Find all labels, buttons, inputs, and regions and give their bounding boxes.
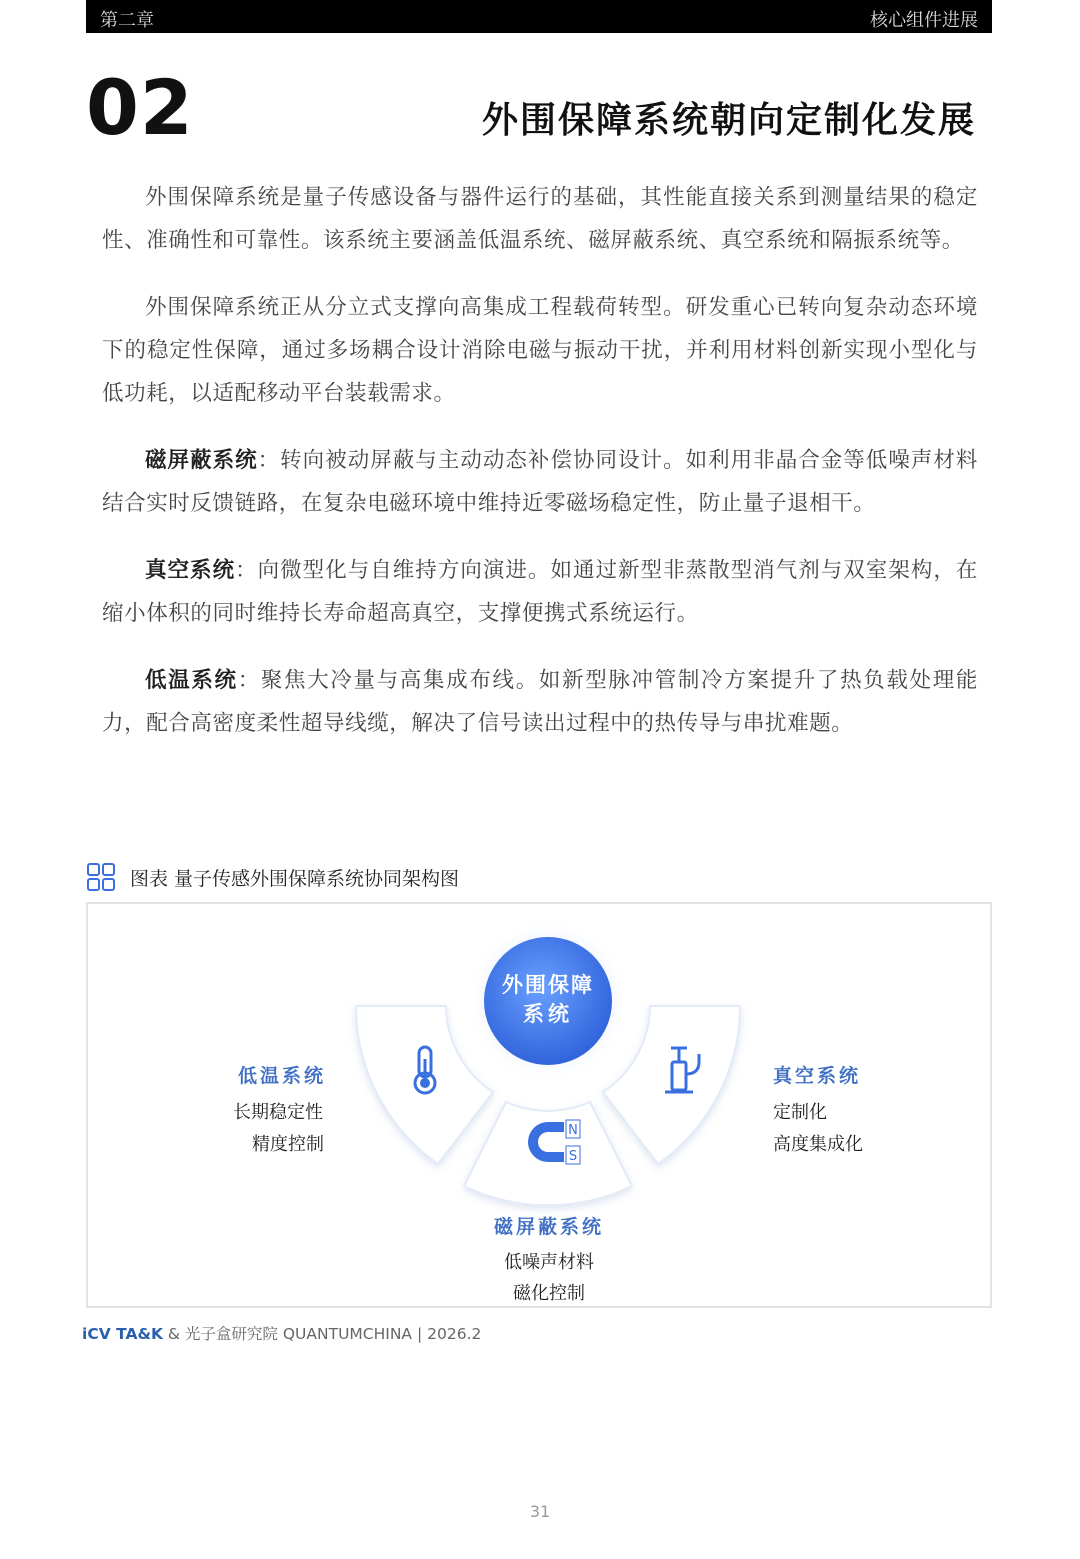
right-title: 真空系统 (773, 1065, 862, 1087)
paragraph-text: ：向微型化与自维持方向演进。如通过新型非蒸散型消气剂与双室架构，在缩小体积的同时维持长寿命超高真空，支撑便携式系统运行。 (102, 558, 978, 626)
figure-caption (86, 860, 459, 894)
architecture-diagram (86, 902, 992, 1308)
right-line2: 高度集成化 (773, 1134, 863, 1155)
paragraph-lead: 低温系统 (145, 668, 238, 693)
figure-caption-text: 图表 量子传感外围保障系统协同架构图 (130, 867, 460, 890)
bottom-title: 磁屏蔽系统 (493, 1216, 605, 1238)
chapter-number: 02 (86, 63, 194, 152)
chapter-label: 第二章 (100, 10, 154, 31)
header-bar (86, 0, 992, 33)
bottom-line1: 低噪声材料 (504, 1252, 594, 1273)
page-number: 31 (529, 1502, 551, 1521)
grid-icon (86, 862, 116, 892)
center-label-line2: 系统 (523, 1002, 573, 1026)
paragraph (102, 549, 978, 635)
section-label: 核心组件进展 (870, 10, 978, 31)
paragraph (102, 439, 978, 525)
left-line2: 精度控制 (252, 1134, 324, 1155)
paragraph-lead: 真空系统 (145, 558, 236, 583)
paragraph (102, 176, 978, 262)
footer (82, 1322, 481, 1344)
paragraph (102, 286, 978, 415)
body-text (102, 176, 978, 769)
left-line1: 长期稳定性 (233, 1102, 323, 1123)
page-title: 外围保障系统朝向定制化发展 (481, 100, 976, 141)
paragraph-text: 外围保障系统正从分立式支撑向高集成工程载荷转型。研发重心已转向复杂动态环境下的稳定性保障，通过多场耦合设计消除电磁与振动干扰，并利用材料创新实现小型化与低功耗，以适配移动平台装载需求。 (102, 295, 978, 406)
paragraph-lead: 磁屏蔽系统 (145, 448, 258, 473)
right-line1: 定制化 (773, 1102, 827, 1123)
left-title: 低温系统 (237, 1065, 327, 1087)
paragraph-text: ：聚焦大冷量与高集成布线。如新型脉冲管制冷方案提升了热负载处理能力，配合高密度柔性超导线缆，解决了信号读出过程中的热传导与串扰难题。 (102, 668, 979, 736)
paragraph-text: 外围保障系统是量子传感设备与器件运行的基础，其性能直接关系到测量结果的稳定性、准确性和可靠性。该系统主要涵盖低温系统、磁屏蔽系统、真空系统和隔振系统等。 (102, 185, 978, 253)
footer-brand: iCV TA&K (82, 1325, 163, 1343)
paragraph (102, 659, 978, 745)
footer-text: & 光子盒研究院 QUANTUMCHINA | 2026.2 (162, 1325, 482, 1343)
diagram-canvas (88, 904, 990, 1306)
paragraph-text: ：转向被动屏蔽与主动动态补偿协同设计。如利用非晶合金等低噪声材料结合实时反馈链路，在复杂电磁环境中维持近零磁场稳定性，防止量子退相干。 (102, 448, 978, 516)
bottom-line2: 磁化控制 (513, 1283, 585, 1304)
magnet-n-label: N (568, 1123, 578, 1138)
center-circle (484, 937, 612, 1065)
center-label-line1: 外围保障 (502, 973, 594, 997)
magnet-s-label: S (568, 1149, 578, 1164)
